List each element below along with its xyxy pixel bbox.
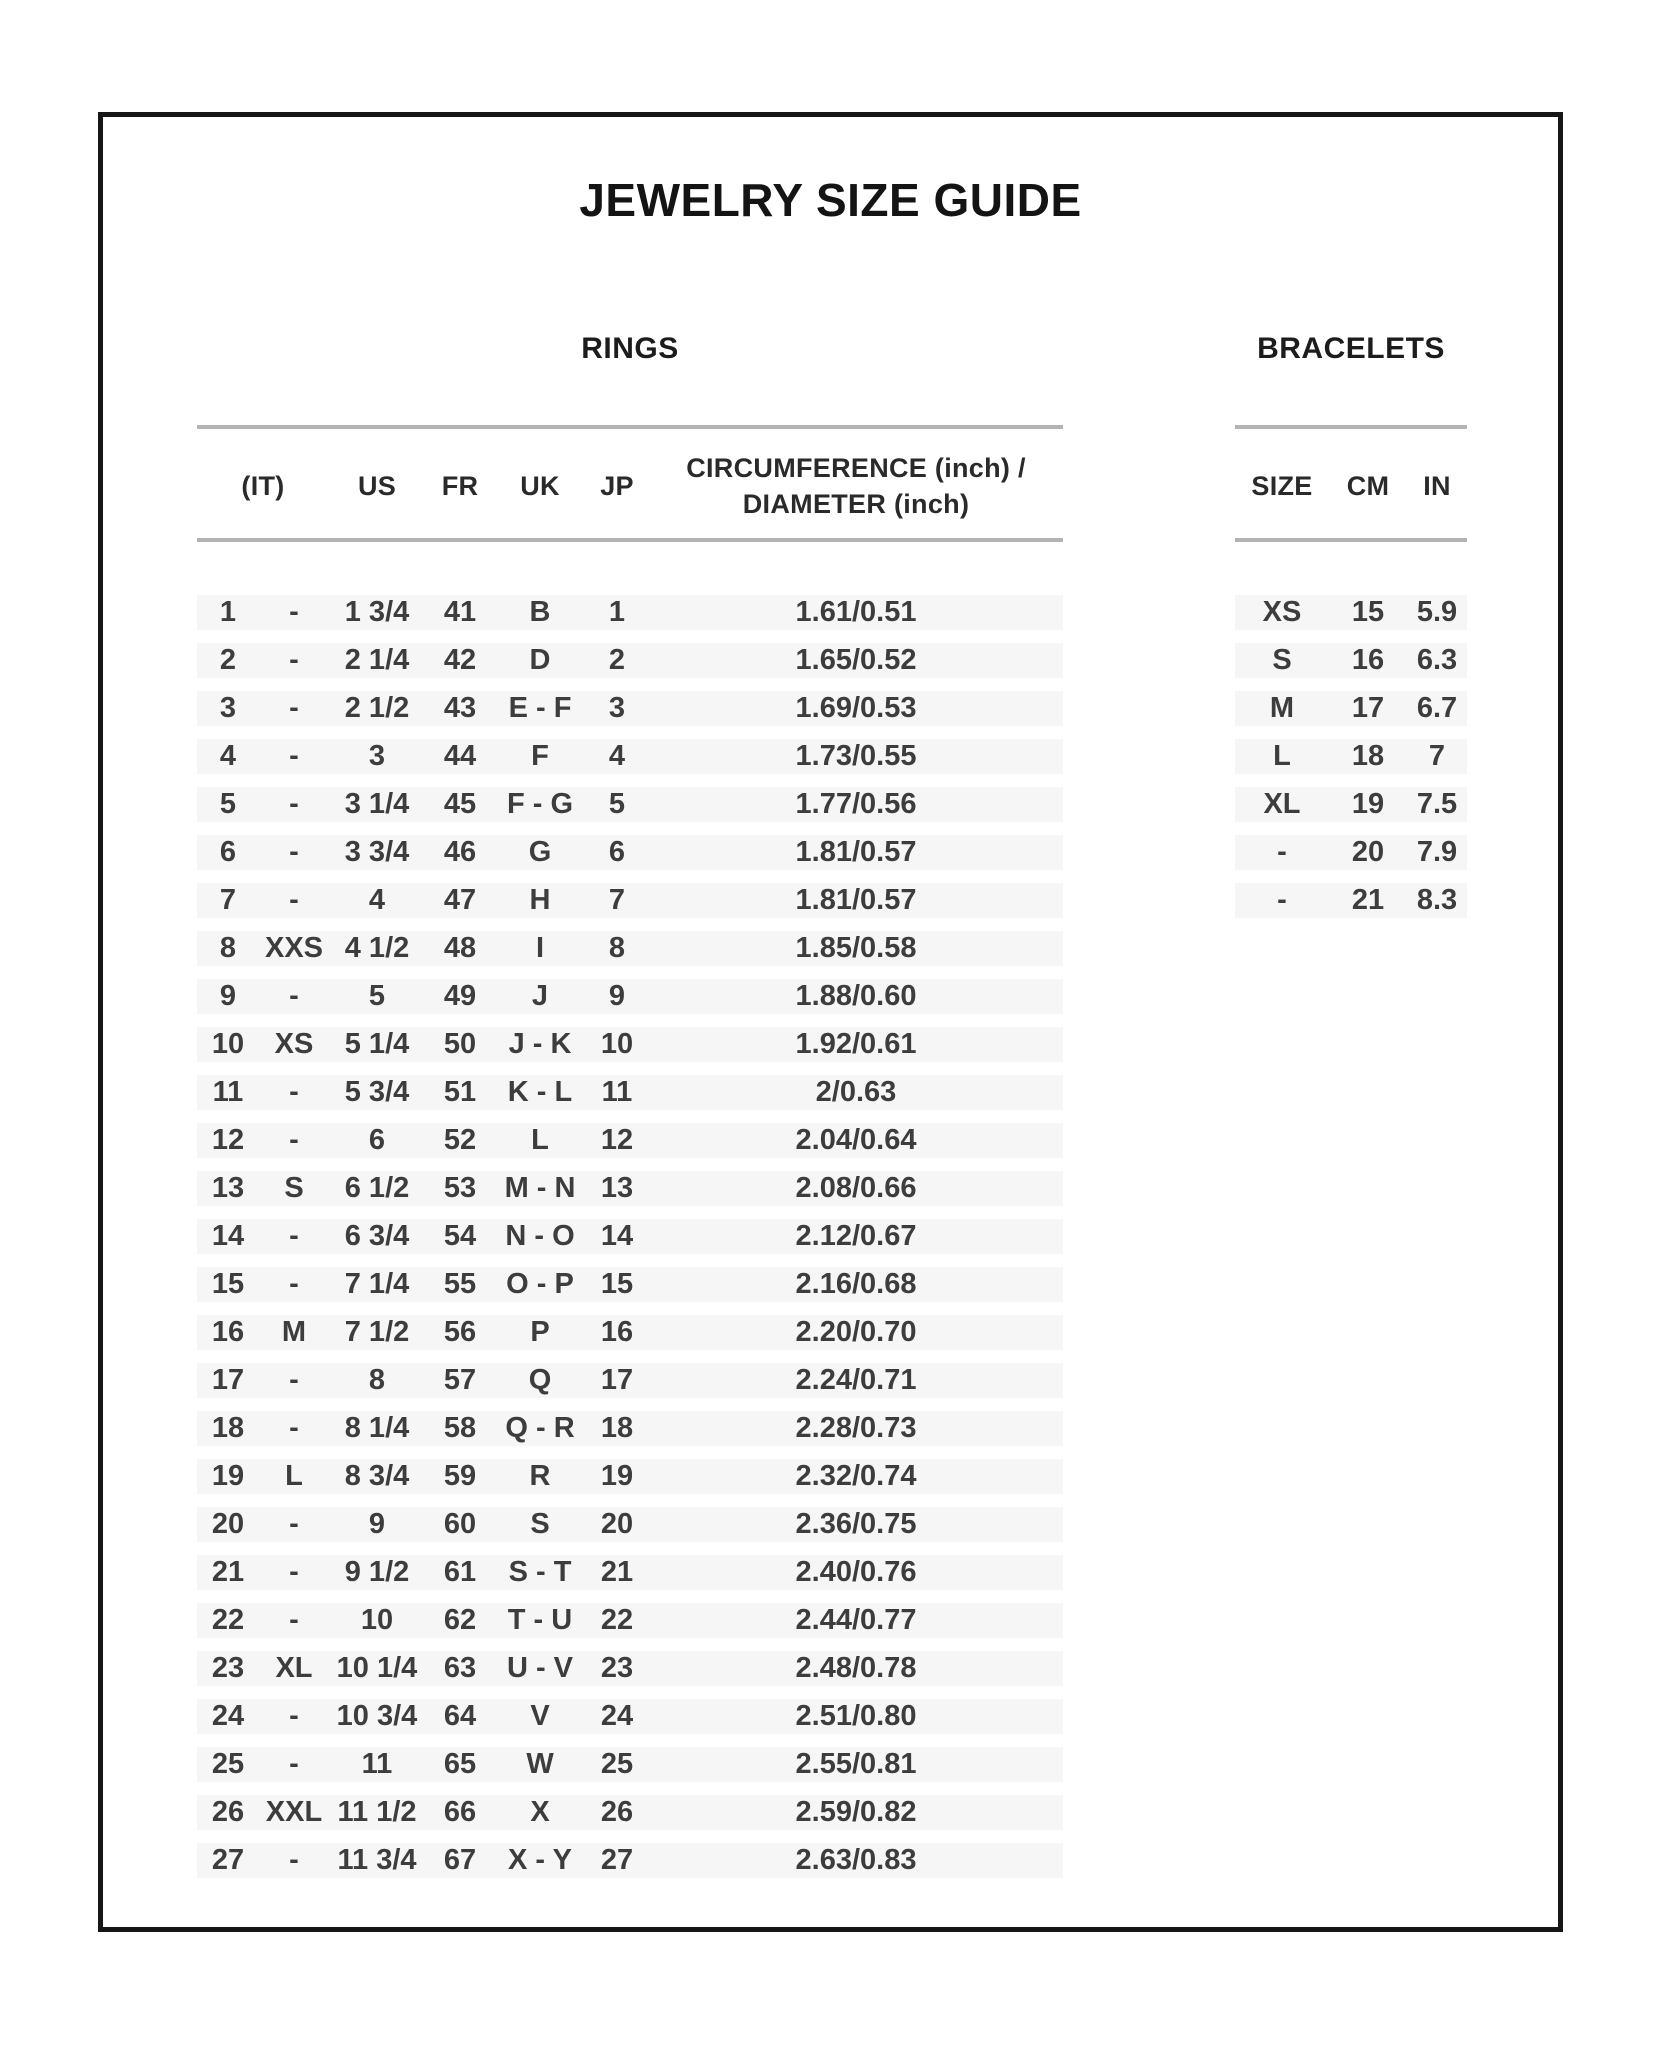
size-guide-card [98, 112, 1563, 1932]
ring-cell-fr: 45 [443, 788, 477, 820]
ring-cell-uk: B [529, 596, 551, 628]
bracelets-header-divider [1235, 538, 1467, 542]
bracelet-cell-in: 7 [1428, 740, 1446, 772]
ring-cell-it: 16 [211, 1316, 245, 1348]
ring-cell-us: 8 [368, 1364, 386, 1396]
ring-cell-it: 2 [219, 644, 237, 676]
ring-cell-jp: 25 [600, 1748, 634, 1780]
ring-cell-circ: 2.08/0.66 [795, 1172, 917, 1204]
ring-table-row [197, 1507, 1063, 1542]
ring-cell-uk: J [531, 980, 549, 1012]
ring-cell-uk: X - Y [508, 1844, 572, 1876]
bracelet-table-row [1235, 835, 1467, 870]
ring-cell-us: 4 [368, 884, 386, 916]
ring-cell-it: 18 [211, 1412, 245, 1444]
ring-cell-circ: 1.73/0.55 [795, 740, 917, 772]
ring-cell-uk: Q [528, 1364, 552, 1396]
ring-cell-intl: - [289, 1220, 299, 1252]
ring-cell-it: 20 [211, 1508, 245, 1540]
ring-cell-uk: S - T [508, 1556, 572, 1588]
ring-cell-us: 2 1/4 [344, 644, 410, 676]
ring-cell-intl: - [289, 1268, 299, 1300]
ring-cell-it: 27 [211, 1844, 245, 1876]
ring-cell-jp: 10 [600, 1028, 634, 1060]
ring-cell-us: 9 [368, 1508, 386, 1540]
ring-cell-intl: - [289, 692, 299, 724]
ring-cell-us: 5 1/4 [344, 1028, 410, 1060]
ring-table-row [197, 1267, 1063, 1302]
ring-cell-circ: 1.77/0.56 [795, 788, 917, 820]
rings-top-divider [197, 425, 1063, 429]
ring-cell-uk: N - O [505, 1220, 575, 1252]
ring-cell-intl: L [285, 1460, 303, 1492]
ring-cell-intl: XL [275, 1652, 313, 1684]
ring-cell-intl: - [289, 1556, 299, 1588]
ring-cell-uk: U - V [506, 1652, 574, 1684]
ring-cell-jp: 12 [600, 1124, 634, 1156]
rings-rows [197, 595, 1063, 1891]
bracelet-table-row [1235, 691, 1467, 726]
ring-cell-us: 2 1/2 [344, 692, 410, 724]
bracelet-cell-in: 6.7 [1416, 692, 1458, 724]
ring-cell-us: 10 1/4 [336, 1652, 418, 1684]
ring-cell-it: 5 [219, 788, 237, 820]
ring-cell-fr: 56 [443, 1316, 477, 1348]
ring-cell-it: 19 [211, 1460, 245, 1492]
ring-cell-intl: - [289, 596, 299, 628]
ring-cell-circ: 2.51/0.80 [795, 1700, 917, 1732]
ring-cell-intl: - [289, 1700, 299, 1732]
rings-column-header-us: US [357, 470, 397, 501]
ring-cell-circ: 1.69/0.53 [795, 692, 917, 724]
ring-table-row [197, 1843, 1063, 1878]
ring-cell-uk: J - K [508, 1028, 572, 1060]
ring-table-row [197, 931, 1063, 966]
rings-header-divider [197, 538, 1063, 542]
ring-cell-jp: 22 [600, 1604, 634, 1636]
ring-cell-us: 6 [368, 1124, 386, 1156]
ring-cell-circ: 2.16/0.68 [795, 1268, 917, 1300]
ring-cell-intl: - [289, 644, 299, 676]
ring-cell-jp: 5 [608, 788, 626, 820]
ring-cell-jp: 26 [600, 1796, 634, 1828]
ring-cell-intl: - [289, 836, 299, 868]
ring-cell-intl: XXL [265, 1796, 323, 1828]
ring-table-row [197, 1795, 1063, 1830]
bracelet-cell-cm: 16 [1351, 644, 1385, 676]
rings-header-row [197, 443, 1063, 529]
ring-cell-intl: S [284, 1172, 304, 1204]
ring-cell-intl: - [289, 788, 299, 820]
ring-cell-it: 9 [219, 980, 237, 1012]
ring-cell-it: 15 [211, 1268, 245, 1300]
bracelet-cell-size: XL [1263, 788, 1301, 820]
ring-cell-uk: F [531, 740, 549, 772]
ring-cell-circ: 2.24/0.71 [795, 1364, 917, 1396]
bracelet-cell-size: L [1273, 740, 1291, 772]
ring-table-row [197, 739, 1063, 774]
ring-cell-us: 9 1/2 [344, 1556, 410, 1588]
ring-cell-fr: 49 [443, 980, 477, 1012]
ring-cell-it: 10 [211, 1028, 245, 1060]
ring-cell-circ: 2.40/0.76 [795, 1556, 917, 1588]
ring-cell-intl: XXS [264, 932, 324, 964]
ring-cell-fr: 54 [443, 1220, 477, 1252]
ring-cell-circ: 2.55/0.81 [795, 1748, 917, 1780]
ring-cell-jp: 23 [600, 1652, 634, 1684]
ring-cell-uk: S [530, 1508, 550, 1540]
ring-cell-circ: 2.63/0.83 [795, 1844, 917, 1876]
ring-cell-uk: G [528, 836, 552, 868]
ring-cell-fr: 61 [443, 1556, 477, 1588]
ring-table-row [197, 835, 1063, 870]
ring-cell-fr: 57 [443, 1364, 477, 1396]
ring-cell-jp: 13 [600, 1172, 634, 1204]
bracelet-cell-cm: 18 [1351, 740, 1385, 772]
ring-cell-circ: 2.32/0.74 [795, 1460, 917, 1492]
ring-cell-intl: - [289, 1364, 299, 1396]
bracelets-header-row [1235, 443, 1467, 529]
ring-cell-us: 11 [361, 1748, 393, 1780]
ring-cell-fr: 50 [443, 1028, 477, 1060]
ring-cell-us: 11 3/4 [337, 1844, 417, 1876]
ring-cell-circ: 1.65/0.52 [795, 644, 917, 676]
ring-cell-intl: - [289, 884, 299, 916]
ring-cell-jp: 21 [600, 1556, 634, 1588]
ring-table-row [197, 787, 1063, 822]
ring-cell-jp: 19 [600, 1460, 634, 1492]
ring-cell-it: 26 [211, 1796, 245, 1828]
ring-cell-us: 11 1/2 [337, 1796, 417, 1828]
ring-cell-us: 5 [368, 980, 386, 1012]
bracelet-cell-size: XS [1262, 596, 1302, 628]
ring-table-row [197, 1603, 1063, 1638]
ring-table-row [197, 691, 1063, 726]
ring-cell-it: 22 [211, 1604, 245, 1636]
ring-cell-it: 17 [211, 1364, 245, 1396]
bracelet-cell-size: - [1277, 836, 1287, 868]
ring-cell-jp: 1 [608, 596, 626, 628]
ring-cell-uk: W [526, 1748, 554, 1780]
ring-table-row [197, 1411, 1063, 1446]
ring-table-row [197, 595, 1063, 630]
ring-cell-fr: 51 [443, 1076, 477, 1108]
ring-cell-fr: 62 [443, 1604, 477, 1636]
ring-cell-us: 10 [360, 1604, 394, 1636]
bracelets-column-header-size: SIZE [1251, 470, 1313, 501]
ring-table-row [197, 1027, 1063, 1062]
ring-cell-circ: 2.36/0.75 [795, 1508, 917, 1540]
page-title: JEWELRY SIZE GUIDE [579, 174, 1082, 226]
ring-cell-circ: 1.85/0.58 [795, 932, 917, 964]
ring-cell-uk: R [529, 1460, 551, 1492]
ring-table-row [197, 1651, 1063, 1686]
ring-cell-fr: 67 [443, 1844, 477, 1876]
bracelets-column-header-cm: CM [1346, 470, 1390, 501]
ring-cell-jp: 27 [600, 1844, 634, 1876]
ring-cell-it: 25 [211, 1748, 245, 1780]
ring-cell-circ: 1.92/0.61 [795, 1028, 917, 1060]
ring-table-row [197, 1219, 1063, 1254]
ring-table-row [197, 1171, 1063, 1206]
ring-cell-it: 6 [219, 836, 237, 868]
bracelet-cell-in: 7.9 [1416, 836, 1458, 868]
rings-section-heading: RINGS [581, 332, 679, 365]
ring-cell-us: 3 1/4 [344, 788, 410, 820]
bracelets-section-heading: BRACELETS [1257, 332, 1445, 365]
ring-cell-it: 14 [211, 1220, 245, 1252]
ring-cell-uk: D [529, 644, 551, 676]
rings-column-header-circumference [649, 450, 1063, 522]
rings-column-header-circumference-line2: DIAMETER (inch) [742, 489, 970, 519]
bracelet-table-row [1235, 595, 1467, 630]
ring-cell-circ: 2.59/0.82 [795, 1796, 917, 1828]
bracelet-cell-in: 6.3 [1416, 644, 1458, 676]
ring-cell-uk: M - N [504, 1172, 576, 1204]
ring-cell-jp: 24 [600, 1700, 634, 1732]
ring-cell-it: 3 [219, 692, 237, 724]
ring-cell-jp: 11 [601, 1076, 633, 1108]
ring-cell-circ: 2.04/0.64 [795, 1124, 917, 1156]
ring-cell-us: 4 1/2 [344, 932, 410, 964]
bracelet-cell-in: 7.5 [1416, 788, 1458, 820]
ring-cell-uk: I [535, 932, 545, 964]
ring-cell-us: 10 3/4 [336, 1700, 418, 1732]
ring-cell-fr: 65 [443, 1748, 477, 1780]
bracelets-column-header-in: IN [1423, 470, 1451, 501]
ring-cell-uk: E - F [508, 692, 572, 724]
ring-cell-it: 13 [211, 1172, 245, 1204]
ring-cell-intl: - [289, 1076, 299, 1108]
ring-cell-intl: - [289, 1844, 299, 1876]
ring-cell-jp: 7 [608, 884, 626, 916]
bracelets-top-divider [1235, 425, 1467, 429]
ring-cell-it: 11 [212, 1076, 244, 1108]
bracelet-cell-cm: 17 [1351, 692, 1385, 724]
ring-table-row [197, 643, 1063, 678]
bracelet-table-row [1235, 643, 1467, 678]
ring-cell-circ: 2.44/0.77 [795, 1604, 917, 1636]
ring-cell-us: 1 3/4 [344, 596, 410, 628]
ring-table-row [197, 1459, 1063, 1494]
ring-cell-fr: 53 [443, 1172, 477, 1204]
ring-cell-intl: - [289, 740, 299, 772]
ring-cell-fr: 48 [443, 932, 477, 964]
ring-cell-us: 5 3/4 [344, 1076, 410, 1108]
ring-cell-uk: P [530, 1316, 550, 1348]
ring-cell-intl: - [289, 1412, 299, 1444]
ring-table-row [197, 1555, 1063, 1590]
bracelet-table-row [1235, 883, 1467, 918]
ring-cell-fr: 58 [443, 1412, 477, 1444]
ring-cell-fr: 44 [443, 740, 477, 772]
ring-cell-jp: 6 [608, 836, 626, 868]
ring-cell-intl: XS [274, 1028, 314, 1060]
ring-table-row [197, 1363, 1063, 1398]
ring-cell-us: 8 1/4 [344, 1412, 410, 1444]
rings-column-header-it: (IT) [241, 470, 285, 501]
ring-cell-intl: - [289, 980, 299, 1012]
ring-table-row [197, 1747, 1063, 1782]
bracelet-cell-size: S [1272, 644, 1292, 676]
ring-cell-fr: 60 [443, 1508, 477, 1540]
ring-cell-fr: 41 [443, 596, 477, 628]
ring-cell-it: 8 [219, 932, 237, 964]
ring-cell-fr: 66 [443, 1796, 477, 1828]
ring-cell-uk: K - L [507, 1076, 573, 1108]
ring-cell-fr: 55 [443, 1268, 477, 1300]
ring-cell-us: 7 1/2 [344, 1316, 410, 1348]
bracelet-cell-cm: 15 [1351, 596, 1385, 628]
ring-cell-fr: 46 [443, 836, 477, 868]
ring-cell-us: 7 1/4 [344, 1268, 410, 1300]
ring-cell-circ: 1.61/0.51 [795, 596, 917, 628]
ring-cell-intl: - [289, 1604, 299, 1636]
bracelet-cell-in: 5.9 [1416, 596, 1458, 628]
ring-cell-jp: 2 [608, 644, 626, 676]
ring-cell-us: 6 1/2 [344, 1172, 410, 1204]
ring-cell-uk: F - G [506, 788, 574, 820]
rings-column-header-uk: UK [520, 470, 560, 501]
ring-table-row [197, 883, 1063, 918]
ring-table-row [197, 1123, 1063, 1158]
ring-cell-intl: - [289, 1508, 299, 1540]
ring-cell-fr: 42 [443, 644, 477, 676]
ring-cell-jp: 18 [600, 1412, 634, 1444]
ring-cell-us: 3 3/4 [344, 836, 410, 868]
ring-cell-jp: 20 [600, 1508, 634, 1540]
ring-cell-it: 7 [219, 884, 237, 916]
ring-cell-it: 12 [211, 1124, 245, 1156]
ring-cell-it: 21 [211, 1556, 245, 1588]
ring-cell-circ: 1.81/0.57 [795, 884, 917, 916]
ring-cell-uk: L [531, 1124, 549, 1156]
ring-cell-uk: O - P [506, 1268, 574, 1300]
ring-cell-circ: 2.12/0.67 [795, 1220, 917, 1252]
ring-cell-it: 23 [211, 1652, 245, 1684]
ring-cell-fr: 47 [443, 884, 477, 916]
rings-column-header-fr: FR [441, 470, 479, 501]
ring-cell-uk: H [529, 884, 551, 916]
ring-cell-us: 8 3/4 [344, 1460, 410, 1492]
ring-cell-us: 3 [368, 740, 386, 772]
bracelet-table-row [1235, 787, 1467, 822]
bracelets-rows [1235, 595, 1467, 931]
ring-cell-jp: 14 [600, 1220, 634, 1252]
bracelet-cell-size: M [1269, 692, 1295, 724]
ring-cell-circ: 2.28/0.73 [795, 1412, 917, 1444]
ring-cell-circ: 2.20/0.70 [795, 1316, 917, 1348]
ring-cell-uk: X [530, 1796, 550, 1828]
bracelet-cell-size: - [1277, 884, 1287, 916]
ring-cell-it: 24 [211, 1700, 245, 1732]
ring-table-row [197, 1315, 1063, 1350]
rings-column-header-jp: JP [600, 470, 634, 501]
ring-cell-jp: 16 [600, 1316, 634, 1348]
ring-cell-it: 1 [219, 596, 237, 628]
bracelet-cell-cm: 20 [1351, 836, 1385, 868]
ring-cell-jp: 4 [608, 740, 626, 772]
ring-cell-intl: M [281, 1316, 307, 1348]
ring-table-row [197, 1075, 1063, 1110]
ring-cell-circ: 2.48/0.78 [795, 1652, 917, 1684]
ring-cell-jp: 8 [608, 932, 626, 964]
bracelet-table-row [1235, 739, 1467, 774]
ring-cell-intl: - [289, 1748, 299, 1780]
ring-cell-jp: 9 [608, 980, 626, 1012]
ring-cell-us: 6 3/4 [344, 1220, 410, 1252]
ring-cell-circ: 1.81/0.57 [795, 836, 917, 868]
ring-cell-uk: V [530, 1700, 550, 1732]
ring-cell-fr: 52 [443, 1124, 477, 1156]
rings-column-header-circumference-line1: CIRCUMFERENCE (inch) / [686, 453, 1026, 483]
ring-table-row [197, 979, 1063, 1014]
ring-cell-circ: 2/0.63 [815, 1076, 897, 1108]
ring-cell-uk: T - U [507, 1604, 573, 1636]
ring-cell-intl: - [289, 1124, 299, 1156]
ring-cell-it: 4 [219, 740, 237, 772]
ring-cell-fr: 59 [443, 1460, 477, 1492]
bracelet-cell-cm: 19 [1351, 788, 1385, 820]
bracelet-cell-cm: 21 [1351, 884, 1385, 916]
ring-cell-uk: Q - R [505, 1412, 575, 1444]
ring-cell-circ: 1.88/0.60 [795, 980, 917, 1012]
ring-cell-jp: 17 [600, 1364, 634, 1396]
ring-cell-jp: 3 [608, 692, 626, 724]
ring-cell-jp: 15 [600, 1268, 634, 1300]
ring-table-row [197, 1699, 1063, 1734]
ring-cell-fr: 43 [443, 692, 477, 724]
ring-cell-fr: 64 [443, 1700, 477, 1732]
bracelet-cell-in: 8.3 [1416, 884, 1458, 916]
ring-cell-fr: 63 [443, 1652, 477, 1684]
